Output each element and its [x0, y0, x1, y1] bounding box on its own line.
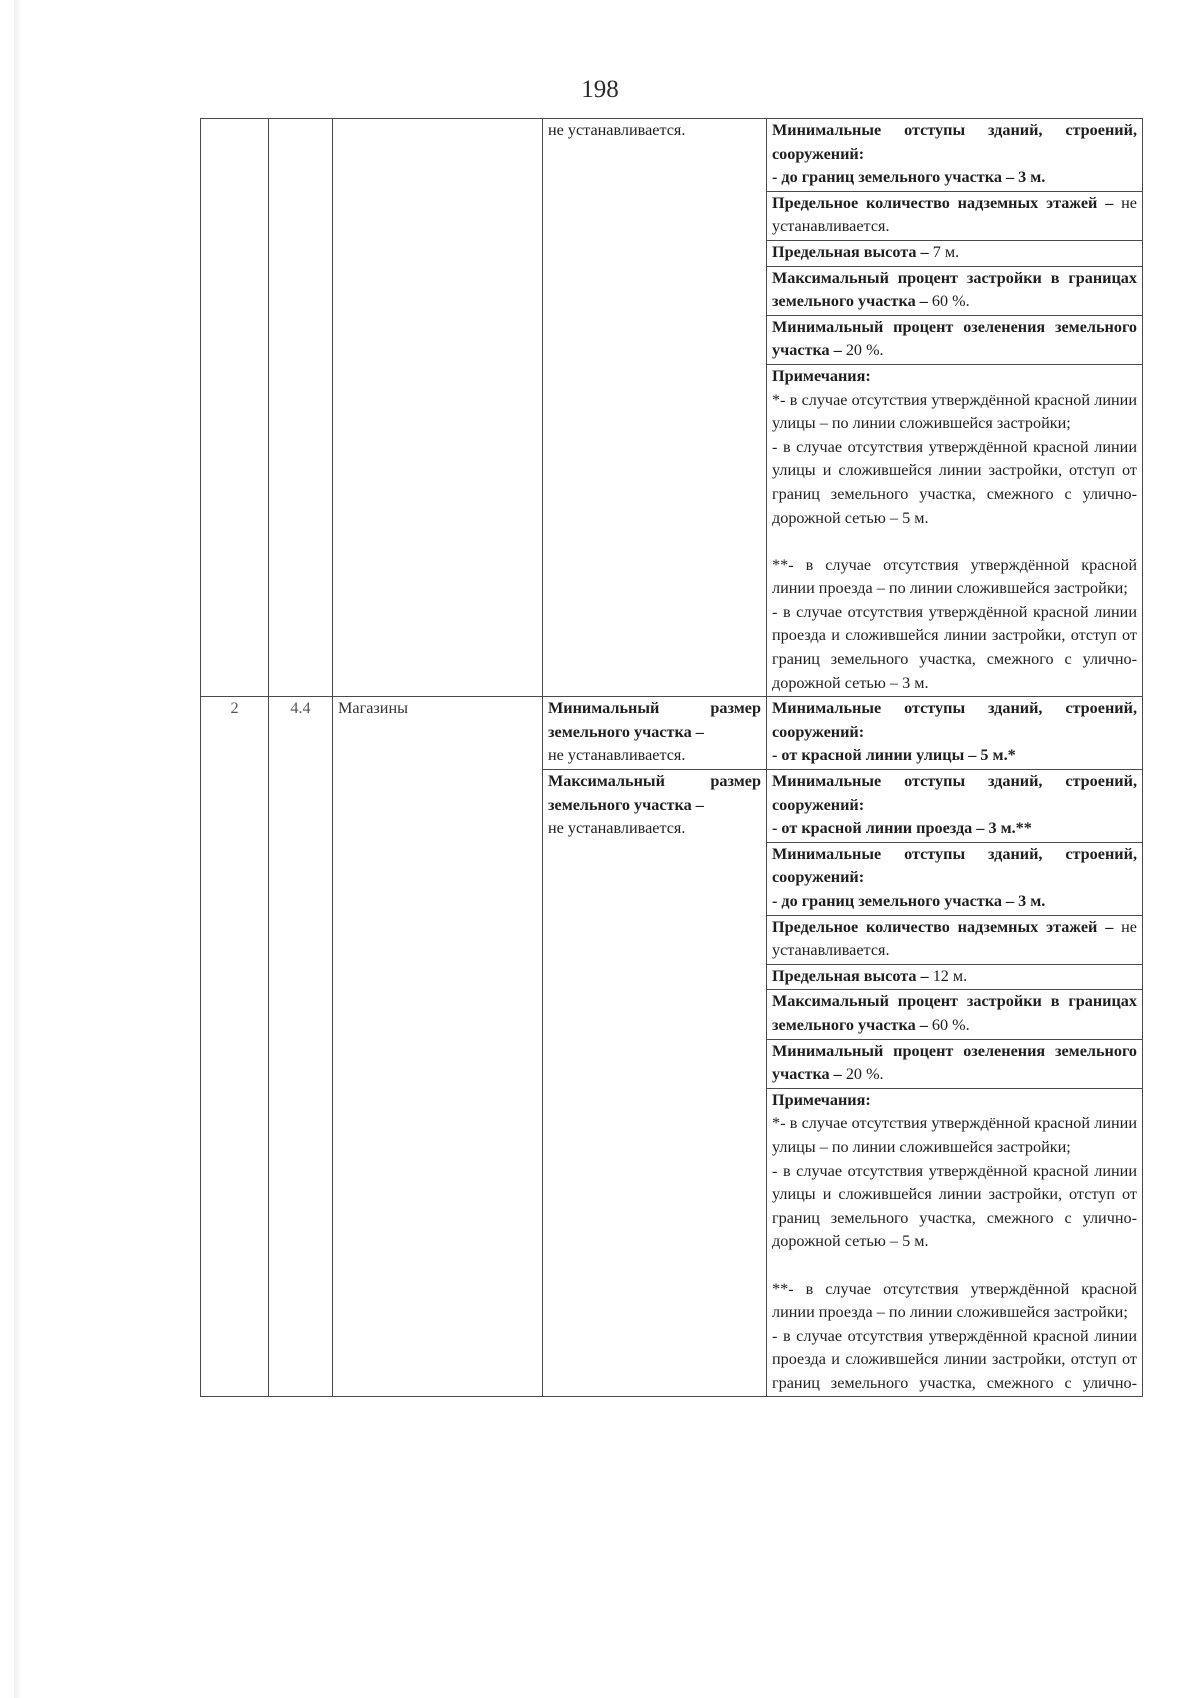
table-row	[201, 697, 1143, 770]
param-value: - от красной линии улицы – 5 м.*	[772, 746, 1016, 765]
param-value: - до границ земельного участка – 3 м.	[772, 892, 1046, 910]
row-code: 4.4	[269, 697, 333, 1397]
param-cell	[767, 266, 1143, 315]
param-cell	[767, 119, 1143, 192]
param-label: Минимальные отступы зданий, строений, сооружений:	[772, 772, 1137, 814]
param-value: 20 %.	[845, 1065, 884, 1084]
param-label: Минимальные отступы зданий, строений, сооружений:	[772, 699, 1137, 741]
table-row	[201, 119, 1143, 192]
param-value: не устанавливается.	[772, 917, 1137, 960]
param-cell	[767, 1039, 1143, 1088]
name-cell-empty	[333, 119, 543, 697]
param-label: Предельное количество надземных этажей –	[772, 193, 1114, 212]
param-value: 12 м.	[932, 966, 968, 985]
param-value: - от красной линии проезда – 3 м.**	[772, 819, 1032, 838]
notes-cell	[767, 1088, 1143, 1397]
note-line: **- в случае отсутствия утверждённой красной линии проезда – по линии сложившейся застройки;	[772, 555, 1137, 598]
max-size-label: Максимальный размер земельного участка –	[548, 772, 761, 814]
param-cell	[767, 842, 1143, 915]
param-cell	[767, 697, 1143, 770]
max-size-value: не устанавливается.	[548, 819, 686, 838]
param-label: Минимальные отступы зданий, строений, сооружений:	[772, 844, 1137, 887]
regulations-table	[200, 118, 1143, 1397]
notes-title: Примечания:	[772, 1090, 871, 1109]
min-size-label: Минимальный размер земельного участка –	[548, 699, 761, 741]
param-value: 60 %.	[931, 1015, 970, 1034]
note-line: - в случае отсутствия утверждённой красной линии улицы и сложившейся линии застройки, отступ от границ земельного участка, смежного с улично-дорожной сетью – 5 м.	[772, 1161, 1137, 1251]
notes-cell	[767, 364, 1143, 696]
size-cell	[543, 119, 767, 697]
param-label: Предельное количество надземных этажей –	[772, 917, 1114, 936]
param-value: 60 %.	[931, 292, 970, 311]
note-line: - в случае отсутствия утверждённой красной линии улицы и сложившейся линии застройки, отступ от границ земельного участка, смежного с улично-дорожной сетью – 5 м.	[772, 437, 1137, 527]
param-cell	[767, 191, 1143, 240]
note-line: - в случае отсутствия утверждённой красной линии проезда и сложившейся линии застройки, отступ от границ земельного участка, смежного с улично-	[772, 1326, 1137, 1392]
param-label: Максимальный процент застройки в границах земельного участка –	[772, 992, 1137, 1034]
note-line: **- в случае отсутствия утверждённой красной линии проезда – по линии сложившейся застройки;	[772, 1279, 1137, 1322]
param-label: Максимальный процент застройки в границах земельного участка –	[772, 268, 1137, 311]
size-text: не устанавливается.	[548, 121, 686, 139]
min-size-cell	[543, 697, 767, 770]
row-number: 2	[201, 697, 269, 1397]
param-label: Предельная высота –	[772, 242, 929, 261]
max-size-cell	[543, 770, 767, 1397]
note-line: - в случае отсутствия утверждённой красной линии проезда и сложившейся линии застройки, отступ от границ земельного участка, смежного с улично-дорожной сетью – 3 м.	[772, 602, 1137, 692]
param-label: Минимальный процент озеленения земельного участка –	[772, 317, 1137, 360]
param-value: - до границ земельного участка – 3 м.	[772, 168, 1046, 187]
param-cell	[767, 240, 1143, 266]
notes-title: Примечания:	[772, 366, 871, 385]
param-cell	[767, 990, 1143, 1039]
note-line: *- в случае отсутствия утверждённой красной линии улицы – по линии сложившейся застройки;	[772, 1114, 1137, 1156]
param-value: не устанавливается.	[772, 193, 1137, 236]
min-size-value: не устанавливается.	[548, 746, 686, 765]
param-value: 20 %.	[845, 341, 884, 360]
note-line: *- в случае отсутствия утверждённой красной линии улицы – по линии сложившейся застройки;	[772, 390, 1137, 433]
param-cell	[767, 770, 1143, 843]
scan-edge	[14, 0, 20, 1698]
param-label: Минимальные отступы зданий, строений, сооружений:	[772, 121, 1137, 163]
param-label: Минимальный процент озеленения земельного участка –	[772, 1041, 1137, 1084]
param-cell	[767, 964, 1143, 990]
num-cell-empty	[201, 119, 269, 697]
param-value: 7 м.	[932, 242, 960, 261]
param-cell	[767, 915, 1143, 964]
row-name: Магазины	[333, 697, 543, 1397]
param-label: Предельная высота –	[772, 966, 929, 985]
page-number: 198	[581, 76, 619, 103]
code-cell-empty	[269, 119, 333, 697]
param-cell	[767, 315, 1143, 364]
